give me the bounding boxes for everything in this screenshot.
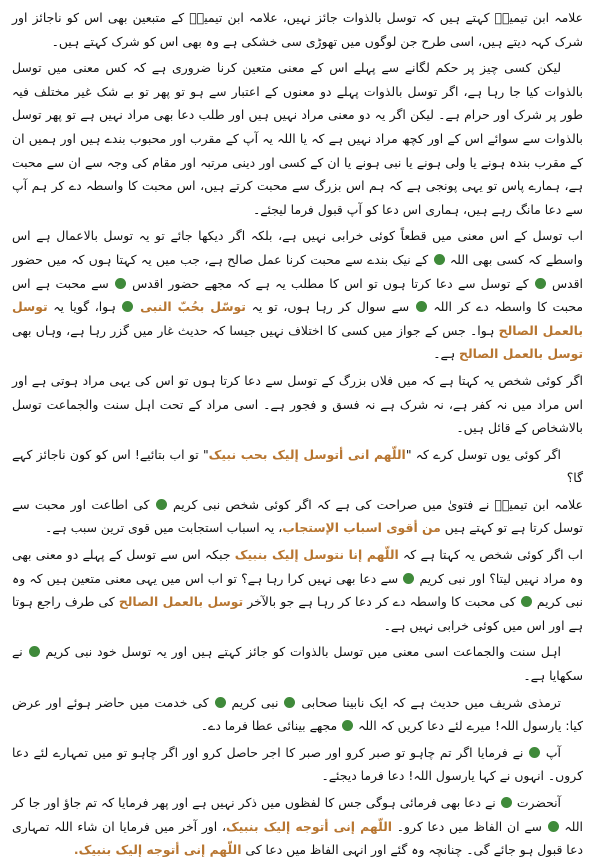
- text-run: ، یہ اسباب استجابت میں قوی ترین سبب ہے۔: [44, 520, 283, 536]
- honorific-seal-icon: [434, 254, 445, 265]
- arabic-quote: توسل بالعمل الصالح: [118, 594, 244, 610]
- text-run: لیکن کسی چیز پر حکم لگانے سے پہلے اس کے معنی متعین کرنا ضروری ہے کہ کس معنی میں توسل بالذوات کیا جا رہا ہے، اگر توسل بالذوات پہلے دو معنوں کے اعتبار سے ہو تو پھر تو بے شک غیر مختلف فیہ طور پر شرک اور حرام ہے۔ لیکن اگر یہ دو معنی مراد نہیں ہیں اور طلب دعا بھی مراد نہیں ہے تو پھر توسل بالذوات سے سوائے اس کے اور کچھ مراد نہیں ہے کہ یا اللہ یہ آپ کے مقرب اور محبوب بندے ہیں اور ہمیں ان کے مقرب بندہ ہونے یا ولی ہونے یا نبی ہونے یا ان کے کسی اور دینی مرتبہ اور مقام کی وجہ سے ان سے محبت ہے، ہمارے پاس تو یہی پونجی ہے کہ ہم اس بزرگ سے محبت کرتے ہیں، اس محبت کا واسطہ دے کر ہم آپ سے دعا مانگ رہے ہیں، ہماری اس دعا کو آپ قبول فرما لیجئے۔: [12, 60, 583, 217]
- paragraph-p8: [12, 640, 583, 687]
- text-run: کی خدمت میں حاضر ہوئے اور عرض کیا: یارسول اللہ! میرے لئے دعا کریں کہ اللہ: [12, 694, 583, 734]
- text-run: سے دعا بھی نہیں کرا رہا ہے؟ تو اب اس میں یہی معنی متعین ہیں کہ وہ نبی کریم: [12, 570, 583, 610]
- honorific-seal-icon: [521, 596, 532, 607]
- honorific-seal-icon: [215, 697, 226, 708]
- text-run: نے سکھایا ہے۔: [12, 644, 583, 684]
- arabic-quote: توسل بالعمل الصالح: [459, 346, 583, 362]
- paragraph-p5: [12, 443, 583, 490]
- text-run: " تو اب بتائیے! اس کو کون ناجائز کہے گا؟: [12, 446, 583, 486]
- paragraph-p4: [12, 369, 583, 440]
- honorific-seal-icon: [403, 573, 414, 584]
- arabic-quote: توسّل بحُبّ النبی: [140, 299, 246, 315]
- text-run: نے دعا بھی فرمائی ہوگی جس کا لفظوں میں ذکر نہیں ہے اور پھر فرمایا کہ تم جاؤ اور جا کر اللہ: [12, 795, 583, 834]
- text-run: اب اگر کوئی شخص یہ کہتا ہے کہ: [398, 547, 583, 563]
- paragraph-p11: [12, 791, 583, 862]
- text-run: علامہ ابن تیمیہؒ نے فتویٰ میں صراحت کی ہے کہ اگر کوئی شخص نبی کریم: [167, 496, 583, 512]
- honorific-seal-icon: [529, 747, 540, 758]
- text-run: نبی کریم: [226, 694, 284, 710]
- arabic-quote: اللّهم إنا نتوسل إليک بنبيک: [234, 547, 399, 563]
- paragraph-p2: [12, 56, 583, 221]
- paragraph-p6: [12, 493, 583, 540]
- paragraph-p7: [12, 543, 583, 637]
- text-run: کے نیک بندے سے محبت کرنا عمل صالح ہے، جب میں یہ کہتا ہوں کہ میں حضور اقدس: [12, 251, 583, 291]
- text-run: نے فرمایا اگر تم چاہو تو صبر کرو اور صبر کا اجر حاصل کرو اور اگر چاہو تو میں تمہارے لئے دعا کروں۔ انہوں نے کہا یارسول اللہ! دعا فرما دیجئے۔: [12, 744, 583, 784]
- text-run: آنحضرت: [512, 795, 562, 810]
- text-run: سے سوال کر رہا ہوں، تو یہ: [245, 299, 415, 315]
- arabic-quote: اللّهم إنی أتوجه إليک بنبيک.: [73, 842, 242, 858]
- text-run: کی اطاعت اور محبت سے توسل کرتا ہے تو کہتے ہیں: [12, 496, 583, 536]
- honorific-seal-icon: [342, 720, 353, 731]
- text-run: جبکہ اس سے توسل کے پہلے دو معنی بھی وہ مراد نہیں لیتا؟ اور نبی کریم: [12, 547, 584, 586]
- text-run: ہے۔: [433, 346, 460, 362]
- text-run: اب توسل کے اس معنی میں قطعاً کوئی خرابی نہیں ہے، بلکہ اگر دیکھا جائے تو یہ توسل بالاعمال ہے اس واسطے کہ کسی بھی اللہ: [12, 228, 583, 267]
- arabic-quote: توسل بالعمل الصالح: [12, 299, 583, 338]
- text-run: سے محبت ہے اس محبت کا واسطہ دے کر اللہ: [12, 275, 583, 315]
- paragraph-p10: [12, 741, 583, 788]
- text-run: ہوا، گویا یہ: [47, 299, 122, 315]
- paragraph-p9: [12, 691, 583, 738]
- honorific-seal-icon: [501, 797, 512, 808]
- text-run: کے توسل سے دعا کرتا ہوں تو اس کا مطلب یہ ہے کہ مجھے حضور اقدس: [127, 275, 534, 291]
- text-run: کی طرف راجع ہوتا ہے اور اس میں کوئی خرابی نہیں ہے۔: [12, 594, 583, 633]
- arabic-quote: اللّهم إنی أتوجه إليک بنبيک: [225, 818, 393, 834]
- paragraph-p1: [12, 6, 583, 53]
- text-run: اہل سنت والجماعت اسی معنی میں توسل بالذوات کو جائز کہتے ہیں اور یہ توسل خود نبی کریم: [40, 644, 561, 660]
- arabic-quote: من أقوی اسباب الإستجاب: [282, 520, 441, 536]
- arabic-quote: اللّهم انی أتوسل إليک بحب نبيک: [208, 446, 406, 462]
- honorific-seal-icon: [122, 301, 133, 312]
- text-run: اگر کوئی یوں توسل کرے کہ ": [405, 446, 561, 462]
- honorific-seal-icon: [115, 278, 126, 289]
- text-run: کی محبت کا واسطہ دے کر دعا کر رہا ہے جو بالآخر: [243, 594, 520, 610]
- honorific-seal-icon: [548, 821, 559, 832]
- text-run: ترمذی شریف میں حدیث ہے کہ ایک نابینا صحابی: [296, 694, 561, 710]
- honorific-seal-icon: [156, 499, 167, 510]
- text-run: ہوا۔ جس کے جواز میں کسی کا اختلاف نہیں جیسا کہ حدیث غار میں گزر رہا ہے، وہاں بھی: [12, 322, 499, 338]
- honorific-seal-icon: [29, 646, 40, 657]
- paragraph-p3: [12, 224, 583, 366]
- honorific-seal-icon: [284, 697, 295, 708]
- text-run: سے ان الفاظ میں دعا کرو۔: [392, 818, 547, 834]
- text-run: مجھے بینائی عطا فرما دے۔: [200, 718, 342, 734]
- honorific-seal-icon: [416, 301, 427, 312]
- text-run: علامہ ابن تیمیہؒ کہتے ہیں کہ توسل بالذوات جائز نہیں، علامہ ابن تیمیہؒ کے متبعین بھی اس کو ناجائز اور شرک کہہ دیتے ہیں، اسی طرح جن لوگوں میں تھوڑی سی خشکی ہے وہ بھی اس کو شرک کہتے ہیں۔: [12, 10, 583, 49]
- text-run: ، اور آخر میں فرمایا ان شاء اللہ تمہاری دعا قبول ہو جائے گی۔ چنانچہ وہ گئے اور انہی الفاظ میں دعا کی: [12, 818, 583, 858]
- text-run: اگر کوئی شخص یہ کہتا ہے کہ میں فلاں بزرگ کے توسل سے دعا کرتا ہوں تو اس کی یہی مراد ہوتی ہے اور اس مراد میں نہ کفر ہے، نہ شرک ہے نہ فسق و فجور ہے۔ اسی مراد کے تحت اہل سنت والجماعت توسل بالاشخاص کے قائل ہیں۔: [12, 372, 583, 436]
- text-run: آپ: [541, 744, 561, 760]
- honorific-seal-icon: [535, 278, 546, 289]
